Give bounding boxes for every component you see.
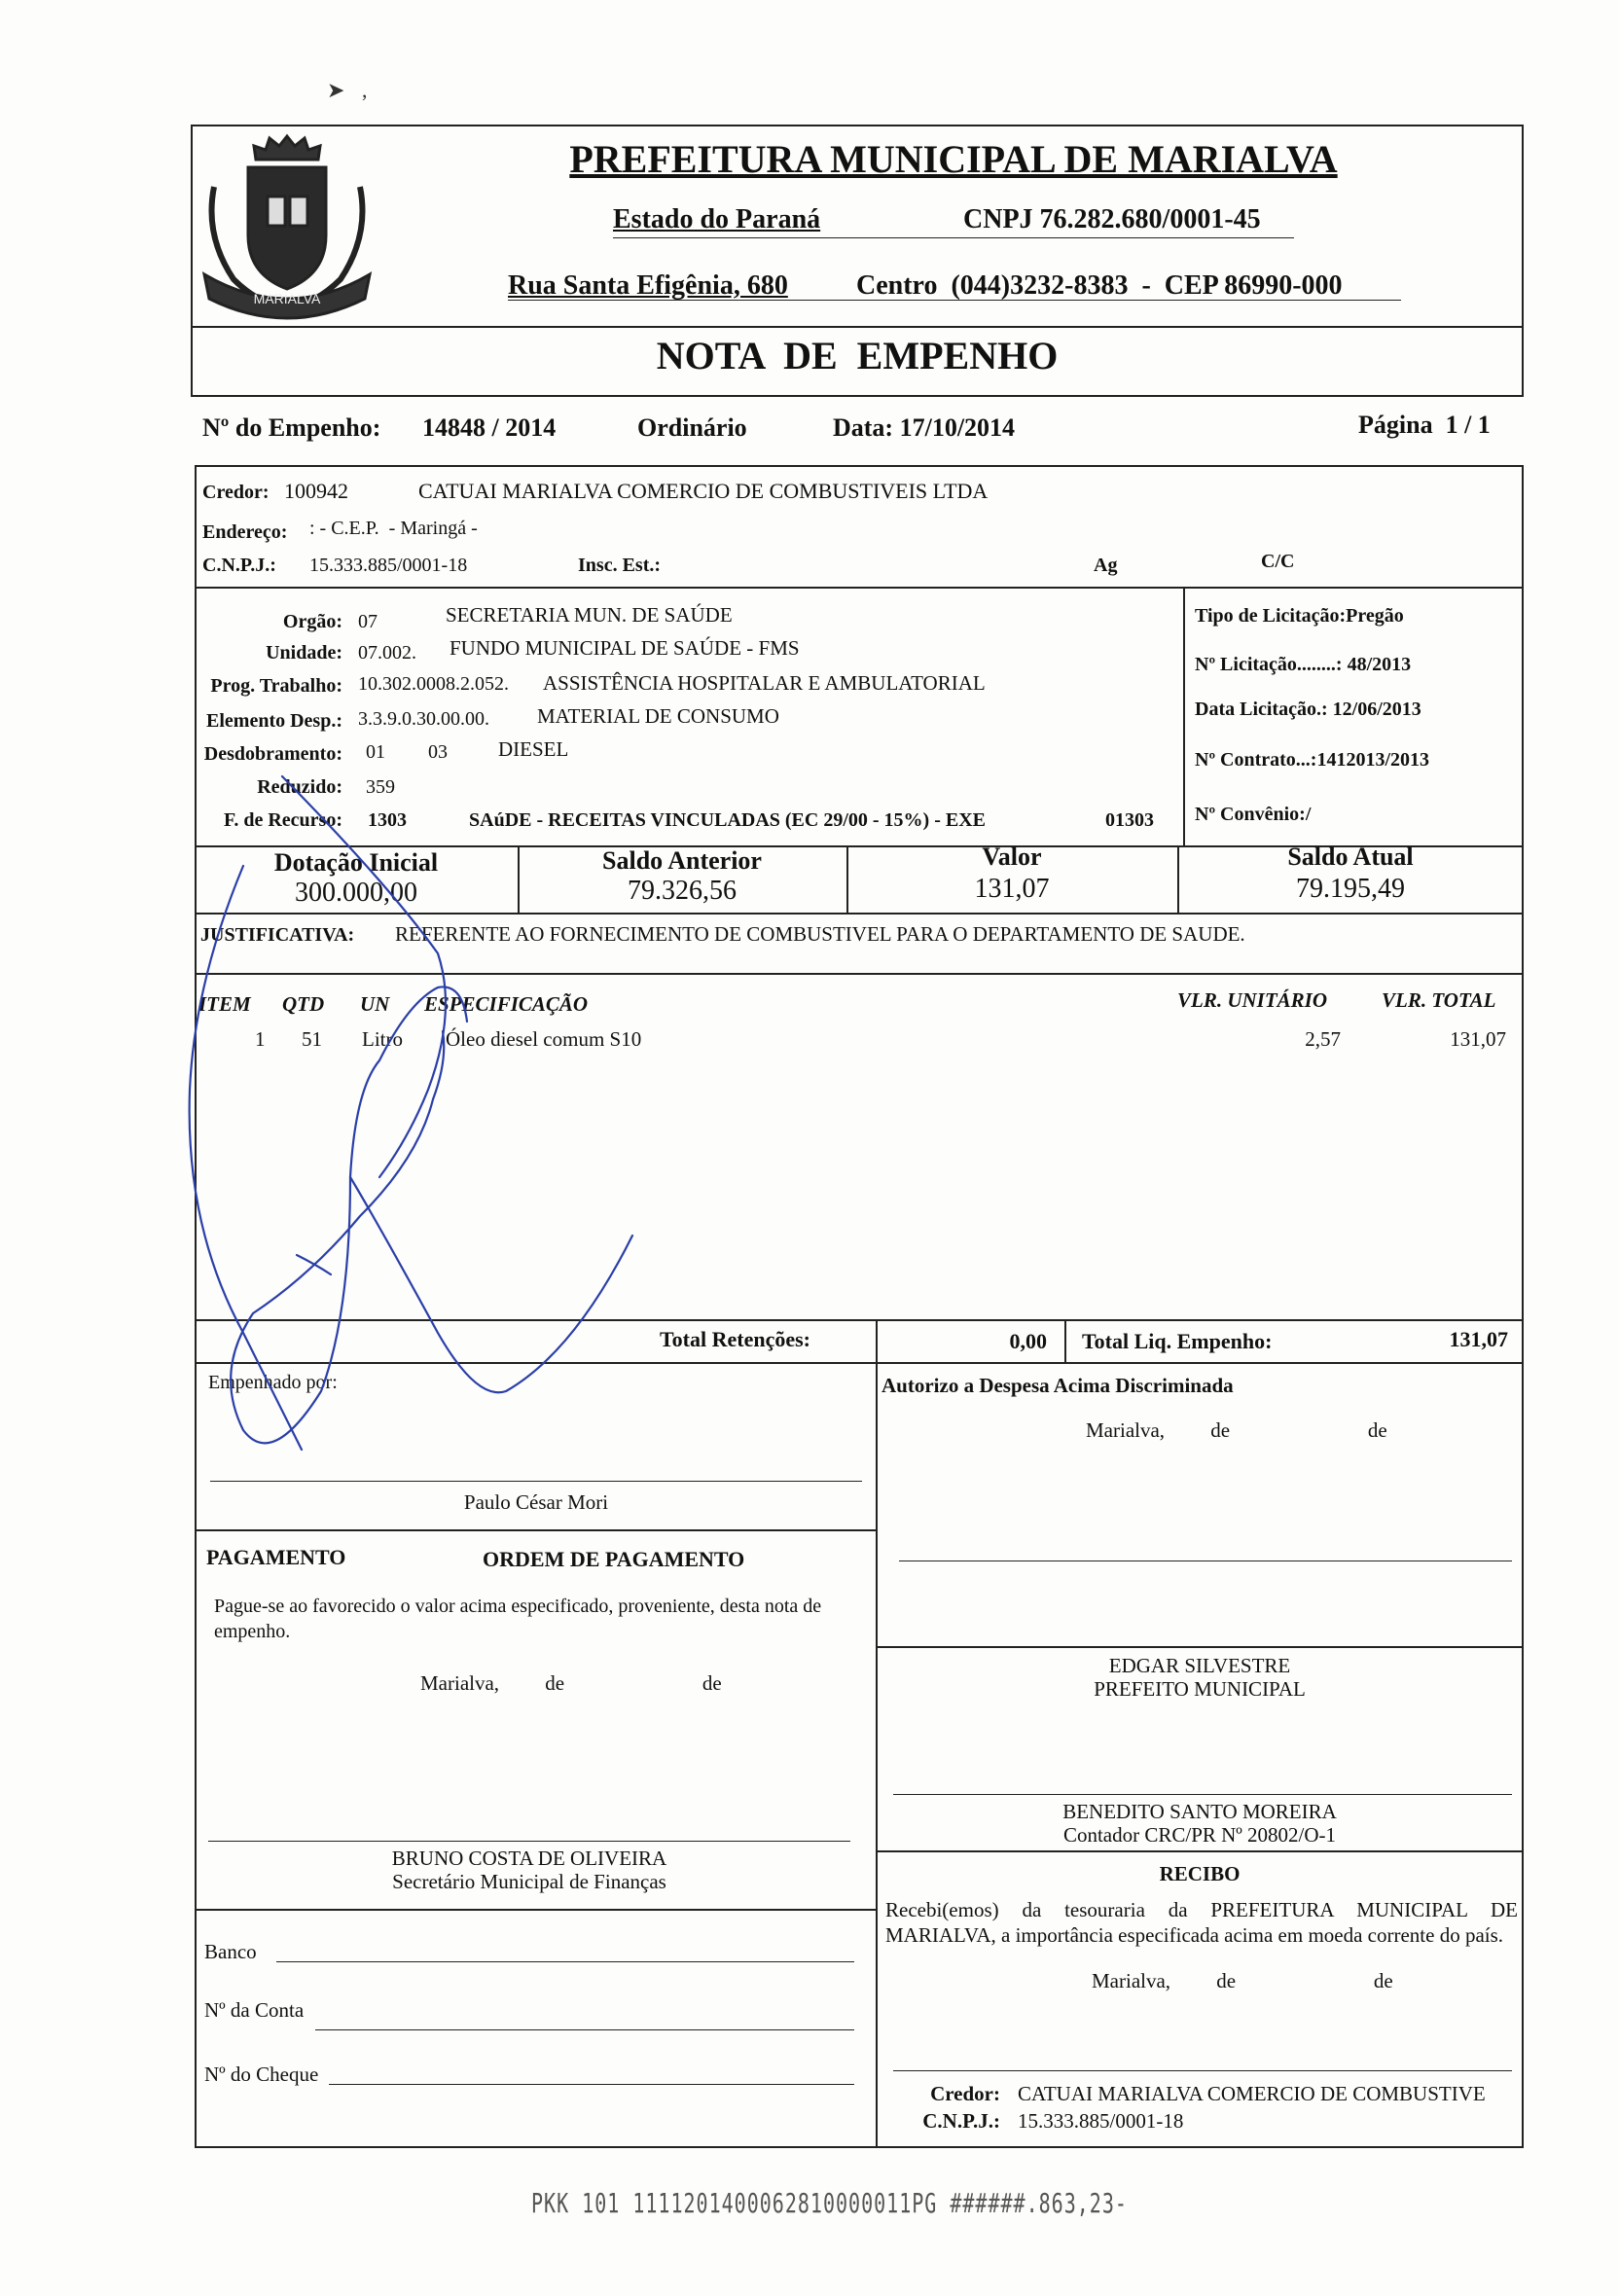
licitacao-convenio: Nº Convênio:/ — [1195, 804, 1312, 825]
prog-desc: ASSISTÊNCIA HOSPITALAR E AMBULATORIAL — [543, 671, 986, 695]
orgao-code: 07 — [358, 611, 378, 632]
empenhado-signature-line — [210, 1481, 862, 1482]
banco-line — [276, 1961, 854, 1962]
footer-cnpj-label: C.N.P.J.: — [922, 2109, 1000, 2133]
conta-label: Nº da Conta — [204, 1998, 305, 2022]
insc-label: Insc. Est.: — [578, 555, 662, 576]
cheque-label: Nº do Cheque — [204, 2063, 319, 2086]
footer-cnpj-value: 15.333.885/0001-18 — [1018, 2109, 1184, 2133]
lower-middle-divider — [876, 1362, 878, 2148]
prefeito-top-line — [876, 1646, 1524, 1648]
valor-label: Valor — [982, 843, 1042, 871]
desdob-code2: 03 — [428, 741, 448, 763]
col-unit-price: VLR. UNITÁRIO — [1177, 988, 1328, 1012]
empenho-type: Ordinário — [637, 413, 747, 442]
licitacao-data: Data Licitação.: 12/06/2013 — [1195, 699, 1421, 720]
liq-value: 131,07 — [1449, 1327, 1508, 1351]
licitacao-tipo: Tipo de Licitação:Pregão — [1195, 605, 1404, 627]
reduzido-code: 359 — [366, 776, 395, 798]
cnpj-text: CNPJ 76.282.680/0001-45 — [963, 204, 1261, 234]
retencoes-div-2 — [1064, 1319, 1066, 1362]
elemento-desc: MATERIAL DE CONSUMO — [537, 704, 779, 728]
row-total: 131,07 — [1450, 1027, 1506, 1051]
header-divider — [191, 326, 1524, 328]
desdob-code1: 01 — [366, 741, 385, 763]
secretario-name: BRUNO COSTA DE OLIVEIRA — [391, 1847, 667, 1870]
barcode-text: PKK 101 1111201400062810000011PG ######.863,23- — [531, 2186, 1128, 2219]
prog-label: Prog. Trabalho: — [210, 675, 342, 697]
desdob-label: Desdobramento: — [203, 743, 342, 765]
svg-text:MARIALVA: MARIALVA — [253, 291, 321, 306]
valor-value: 131,07 — [974, 874, 1050, 904]
contador-signature-line — [893, 1794, 1512, 1795]
endereco-value: : - C.E.P. - Maringá - — [309, 518, 478, 539]
col-qtd: QTD — [282, 992, 325, 1016]
col-spec: ESPECIFICAÇÃO — [424, 992, 589, 1016]
state-underline-gap — [613, 237, 1294, 238]
retencoes-value: 0,00 — [1009, 1329, 1047, 1353]
credor-row — [202, 479, 348, 504]
row-spec: Óleo diesel comum S10 — [446, 1027, 642, 1051]
reduzido-label: Reduzido: — [257, 776, 342, 798]
unidade-label: Unidade: — [266, 642, 342, 664]
endereco-label: Endereço: — [202, 521, 288, 543]
recibo-label: RECIBO — [1159, 1862, 1241, 1885]
footer-credor-value: CATUAI MARIALVA COMERCIO DE COMBUSTIVE — [1018, 2082, 1486, 2105]
secretario-signature-line — [208, 1841, 850, 1842]
creditor-divider — [195, 587, 1524, 589]
elemento-label: Elemento Desp.: — [206, 710, 342, 732]
col-un: UN — [360, 992, 390, 1016]
ag-label: Ag — [1094, 555, 1118, 576]
contador-title: Contador CRC/PR Nº 20802/O-1 — [1062, 1823, 1337, 1847]
footer-credor-label: Credor: — [930, 2082, 1000, 2105]
empenho-number: 14848 / 2014 — [422, 413, 557, 442]
dotacao-value: 300.000,00 — [295, 878, 417, 908]
credor-label: Credor: — [202, 482, 270, 503]
cnpj-value: 15.333.885/0001-18 — [309, 555, 468, 576]
recibo-text: Recebi(emos) da tesouraria da PREFEITURA MUNICIPAL DE MARIALVA, a importância especificada acima em moeda corrente do país. — [885, 1898, 1518, 1947]
autorizo-place-date: Marialva, de de — [1086, 1418, 1387, 1442]
recurso-label: F. de Recurso: — [223, 809, 342, 831]
ordem-pagamento-label: ORDEM DE PAGAMENTO — [483, 1547, 745, 1571]
unidade-code: 07.002. — [358, 642, 416, 664]
saldo-atual-label: Saldo Atual — [1287, 843, 1414, 871]
credor-code: 100942 — [284, 479, 348, 503]
recurso-code: 1303 — [368, 809, 407, 831]
unidade-desc: FUNDO MUNICIPAL DE SAÚDE - FMS — [450, 636, 800, 660]
saldo-anterior-label: Saldo Anterior — [602, 846, 762, 875]
licitacao-divider — [1183, 587, 1185, 845]
banco-top-line — [195, 1909, 876, 1911]
orgao-desc: SECRETARIA MUN. DE SAÚDE — [446, 603, 733, 627]
prog-code: 10.302.0008.2.052. — [358, 673, 509, 695]
saldo-anterior-value: 79.326,56 — [628, 876, 737, 906]
row-unit-price: 2,57 — [1305, 1027, 1341, 1051]
row-un: Litro — [362, 1027, 403, 1051]
empenhado-label: Empenhado por: — [208, 1372, 338, 1393]
recibo-top-line — [876, 1850, 1524, 1852]
retencoes-div-1 — [876, 1319, 878, 1362]
address-text: Rua Santa Efigênia, 680 — [508, 270, 788, 301]
row-qtd: 51 — [302, 1027, 322, 1051]
pagamento-label: PAGAMENTO — [206, 1545, 346, 1569]
recurso-num: 01303 — [1105, 809, 1154, 831]
secretario-title: Secretário Municipal de Finanças — [392, 1870, 666, 1893]
cc-label: C/C — [1261, 551, 1295, 572]
liq-label: Total Liq. Empenho: — [1082, 1329, 1273, 1353]
prefeito-title: PREFEITO MUNICIPAL — [1094, 1677, 1306, 1701]
coat-of-arms-logo — [195, 128, 379, 323]
page-number: Página 1 / 1 — [1358, 411, 1491, 439]
state-text: Estado do Paraná — [613, 204, 821, 234]
recurso-desc: SAúDE - RECEITAS VINCULADAS (EC 29/00 - 15%) - EXE — [469, 809, 986, 831]
licitacao-numero: Nº Licitação........: 48/2013 — [1195, 654, 1412, 675]
justificativa-text: REFERENTE AO FORNECIMENTO DE COMBUSTIVEL PARA O DEPARTAMENTO DE SAUDE. — [395, 922, 1245, 946]
empenho-date: Data: 17/10/2014 — [833, 413, 1016, 442]
desdob-desc: DIESEL — [498, 737, 569, 761]
recibo-place-date: Marialva, de de — [1092, 1969, 1393, 1992]
district-phone-text: Centro (044)3232-8383 - CEP 86990-000 — [856, 270, 1343, 301]
contador-name: BENEDITO SANTO MOREIRA — [1062, 1800, 1337, 1823]
municipality-title: PREFEITURA MUNICIPAL DE MARIALVA — [569, 137, 1338, 181]
credor-name: CATUAI MARIALVA COMERCIO DE COMBUSTIVEIS LTDA — [418, 479, 989, 503]
justificativa-label: JUSTIFICATIVA: — [200, 924, 355, 946]
empenho-label: Nº do Empenho: — [202, 413, 381, 442]
col-total: VLR. TOTAL — [1382, 988, 1496, 1012]
handwritten-signature — [185, 769, 642, 1459]
dotacao-label: Dotação Inicial — [273, 848, 439, 877]
autorizo-text: Autorizo a Despesa Acima Discriminada — [881, 1374, 1234, 1397]
prefeito-name: EDGAR SILVESTRE — [1108, 1654, 1291, 1677]
conta-line — [315, 2029, 854, 2030]
row-item: 1 — [255, 1027, 266, 1051]
saldo-atual-value: 79.195,49 — [1296, 874, 1405, 904]
retencoes-label: Total Retenções: — [660, 1327, 810, 1351]
credor-signature-line — [893, 2070, 1512, 2071]
pagamento-top-line — [195, 1529, 876, 1531]
cheque-line — [329, 2084, 854, 2085]
cnpj-label: C.N.P.J.: — [202, 555, 276, 576]
orgao-label: Orgão: — [282, 611, 342, 632]
pague-text: Pague-se ao favorecido o valor acima especificado, proveniente, desta nota de empenho. — [214, 1596, 822, 1642]
document-title: NOTA DE EMPENHO — [656, 334, 1059, 377]
scan-mark: ➤ ‚ — [327, 78, 369, 102]
elemento-code: 3.3.9.0.30.00.00. — [358, 708, 489, 730]
banco-label: Banco — [204, 1940, 257, 1963]
licitacao-contrato: Nº Contrato...:1412013/2013 — [1195, 749, 1430, 771]
empenhado-name: Paulo César Mori — [463, 1490, 609, 1514]
col-item: ITEM — [198, 992, 251, 1016]
pagamento-place-date: Marialva, de de — [420, 1671, 722, 1695]
